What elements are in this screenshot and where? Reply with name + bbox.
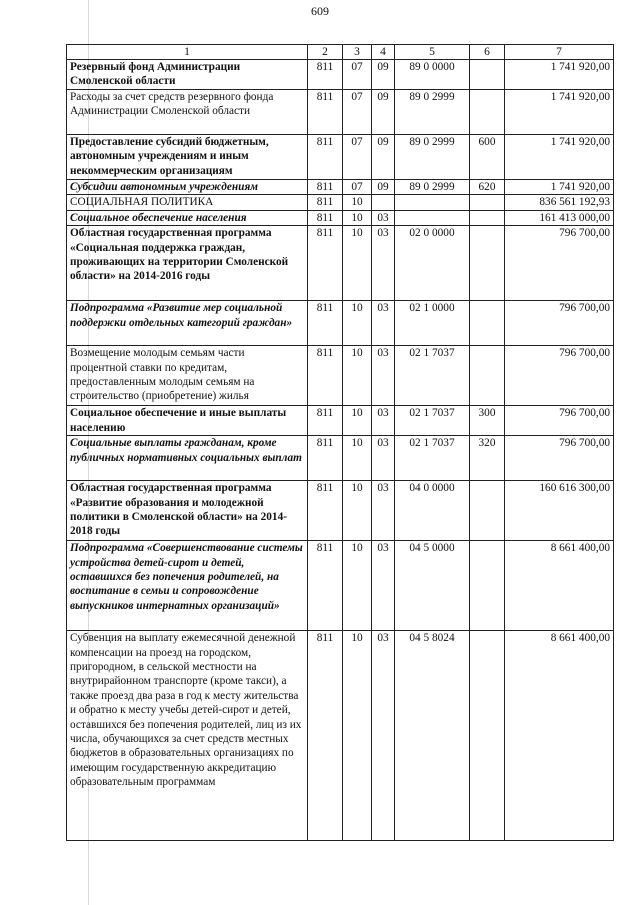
cell-name: Возмещение молодым семьям части процентной ставки по кредитам, предоставленным молодым семьям на строительство (приобретение) жилья bbox=[67, 346, 308, 406]
cell-col-3: 10 bbox=[343, 541, 372, 631]
cell-name: Резервный фонд Администрации Смоленской области bbox=[67, 60, 308, 90]
cell-col-7: 1 741 920,00 bbox=[505, 60, 614, 90]
cell-col-4: 03 bbox=[372, 481, 395, 541]
cell-col-2: 811 bbox=[308, 195, 343, 210]
cell-col-7: 161 413 000,00 bbox=[505, 210, 614, 225]
cell-col-3: 10 bbox=[343, 481, 372, 541]
cell-col-6 bbox=[470, 631, 505, 841]
cell-col-6 bbox=[470, 195, 505, 210]
cell-col-5: 04 5 0000 bbox=[395, 541, 470, 631]
header-col-3: 3 bbox=[343, 45, 372, 60]
cell-col-5: 89 0 2999 bbox=[395, 135, 470, 180]
cell-col-6 bbox=[470, 60, 505, 90]
cell-col-7: 796 700,00 bbox=[505, 436, 614, 481]
cell-col-2: 811 bbox=[308, 406, 343, 436]
cell-col-6: 600 bbox=[470, 135, 505, 180]
table-row bbox=[67, 631, 614, 841]
cell-col-3: 10 bbox=[343, 210, 372, 225]
cell-col-3: 07 bbox=[343, 90, 372, 135]
cell-col-4: 09 bbox=[372, 90, 395, 135]
cell-col-5: 02 1 0000 bbox=[395, 301, 470, 346]
cell-col-6 bbox=[470, 346, 505, 406]
cell-col-7: 8 661 400,00 bbox=[505, 631, 614, 841]
header-col-1: 1 bbox=[67, 45, 308, 60]
cell-col-2: 811 bbox=[308, 90, 343, 135]
cell-name: Социальное обеспечение населения bbox=[67, 210, 308, 225]
cell-col-5: 02 1 7037 bbox=[395, 406, 470, 436]
cell-col-4: 03 bbox=[372, 406, 395, 436]
cell-col-4: 03 bbox=[372, 210, 395, 225]
cell-col-3: 10 bbox=[343, 631, 372, 841]
cell-name: Социальные выплаты гражданам, кроме публичных нормативных социальных выплат bbox=[67, 436, 308, 481]
table-row bbox=[67, 180, 614, 195]
header-col-7: 7 bbox=[505, 45, 614, 60]
cell-col-5: 02 0 0000 bbox=[395, 226, 470, 301]
cell-col-4: 03 bbox=[372, 346, 395, 406]
header-row bbox=[67, 45, 614, 60]
cell-col-3: 10 bbox=[343, 226, 372, 301]
table-row bbox=[67, 226, 614, 301]
table-row bbox=[67, 541, 614, 631]
cell-col-7: 1 741 920,00 bbox=[505, 180, 614, 195]
cell-col-4: 09 bbox=[372, 135, 395, 180]
cell-name: Социальное обеспечение и иные выплаты населению bbox=[67, 406, 308, 436]
table-row bbox=[67, 195, 614, 210]
cell-col-5: 02 1 7037 bbox=[395, 346, 470, 406]
cell-col-3: 07 bbox=[343, 135, 372, 180]
cell-col-2: 811 bbox=[308, 481, 343, 541]
cell-col-7: 796 700,00 bbox=[505, 406, 614, 436]
table-row bbox=[67, 90, 614, 135]
cell-col-2: 811 bbox=[308, 301, 343, 346]
cell-col-7: 1 741 920,00 bbox=[505, 135, 614, 180]
cell-col-7: 1 741 920,00 bbox=[505, 90, 614, 135]
cell-col-5 bbox=[395, 210, 470, 225]
budget-table bbox=[66, 44, 614, 841]
cell-col-2: 811 bbox=[308, 631, 343, 841]
cell-col-7: 796 700,00 bbox=[505, 346, 614, 406]
cell-col-4: 03 bbox=[372, 436, 395, 481]
cell-col-6 bbox=[470, 541, 505, 631]
cell-col-5: 04 5 8024 bbox=[395, 631, 470, 841]
cell-name: Предоставление субсидий бюджетным, автономным учреждениям и иным некоммерческим организациям bbox=[67, 135, 308, 180]
header-col-2: 2 bbox=[308, 45, 343, 60]
cell-col-3: 10 bbox=[343, 406, 372, 436]
cell-col-6 bbox=[470, 210, 505, 225]
cell-col-5: 89 0 2999 bbox=[395, 180, 470, 195]
cell-col-3: 07 bbox=[343, 180, 372, 195]
cell-col-4: 09 bbox=[372, 60, 395, 90]
cell-col-3: 07 bbox=[343, 60, 372, 90]
cell-col-2: 811 bbox=[308, 180, 343, 195]
cell-col-7: 836 561 192,93 bbox=[505, 195, 614, 210]
cell-name: Подпрограмма «Развитие мер социальной поддержки отдельных категорий граждан» bbox=[67, 301, 308, 346]
cell-name: Субсидии автономным учреждениям bbox=[67, 180, 308, 195]
cell-col-3: 10 bbox=[343, 195, 372, 210]
cell-col-2: 811 bbox=[308, 226, 343, 301]
cell-col-6: 320 bbox=[470, 436, 505, 481]
cell-col-3: 10 bbox=[343, 346, 372, 406]
cell-name: Подпрограмма «Совершенствование системы устройства детей-сирот и детей, оставшихся без попечения родителей, на воспитание в семьи и сопровождение выпускников интернатных организаций» bbox=[67, 541, 308, 631]
header-col-4: 4 bbox=[372, 45, 395, 60]
table-row bbox=[67, 60, 614, 90]
table-row bbox=[67, 346, 614, 406]
header-col-6: 6 bbox=[470, 45, 505, 60]
header-col-5: 5 bbox=[395, 45, 470, 60]
table-row bbox=[67, 406, 614, 436]
table-row bbox=[67, 135, 614, 180]
cell-col-4: 03 bbox=[372, 631, 395, 841]
table-row bbox=[67, 436, 614, 481]
cell-col-4 bbox=[372, 195, 395, 210]
cell-col-6 bbox=[470, 226, 505, 301]
cell-name: Областная государственная программа «Развитие образования и молодежной политики в Смоленской области» на 2014-2018 годы bbox=[67, 481, 308, 541]
cell-col-6: 300 bbox=[470, 406, 505, 436]
cell-name: Расходы за счет средств резервного фонда Администрации Смоленской области bbox=[67, 90, 308, 135]
cell-col-5 bbox=[395, 195, 470, 210]
cell-col-7: 796 700,00 bbox=[505, 226, 614, 301]
cell-col-2: 811 bbox=[308, 541, 343, 631]
cell-col-3: 10 bbox=[343, 436, 372, 481]
table-row bbox=[67, 301, 614, 346]
cell-name: СОЦИАЛЬНАЯ ПОЛИТИКА bbox=[67, 195, 308, 210]
cell-col-4: 03 bbox=[372, 226, 395, 301]
cell-col-4: 03 bbox=[372, 301, 395, 346]
cell-col-2: 811 bbox=[308, 436, 343, 481]
page-number: 609 bbox=[311, 4, 329, 18]
cell-col-6 bbox=[470, 481, 505, 541]
cell-col-5: 04 0 0000 bbox=[395, 481, 470, 541]
cell-col-6 bbox=[470, 301, 505, 346]
cell-col-4: 09 bbox=[372, 180, 395, 195]
cell-col-3: 10 bbox=[343, 301, 372, 346]
cell-col-6 bbox=[470, 90, 505, 135]
table-row bbox=[67, 210, 614, 225]
cell-col-6: 620 bbox=[470, 180, 505, 195]
cell-name: Областная государственная программа «Социальная поддержка граждан, проживающих на территории Смоленской области» на 2014-2016 годы bbox=[67, 226, 308, 301]
cell-col-2: 811 bbox=[308, 346, 343, 406]
cell-col-7: 8 661 400,00 bbox=[505, 541, 614, 631]
cell-name: Субвенция на выплату ежемесячной денежной компенсации на проезд на городском, пригородном, в сельской местности на внутрирайонном транспорте (кроме такси), а также проезд два раза в год к месту жительства и обратно к месту учебы детей-сирот и детей, оставшихся без попечения родителей, лиц из их числа, обучающихся за счет средств местных бюджетов в образовательных организациях по имеющим государственную аккредитацию образовательным программам bbox=[67, 631, 308, 841]
cell-col-2: 811 bbox=[308, 135, 343, 180]
cell-col-5: 89 0 2999 bbox=[395, 90, 470, 135]
table-row bbox=[67, 481, 614, 541]
cell-col-7: 160 616 300,00 bbox=[505, 481, 614, 541]
cell-col-5: 89 0 0000 bbox=[395, 60, 470, 90]
cell-col-5: 02 1 7037 bbox=[395, 436, 470, 481]
cell-col-4: 03 bbox=[372, 541, 395, 631]
cell-col-2: 811 bbox=[308, 60, 343, 90]
cell-col-2: 811 bbox=[308, 210, 343, 225]
cell-col-7: 796 700,00 bbox=[505, 301, 614, 346]
